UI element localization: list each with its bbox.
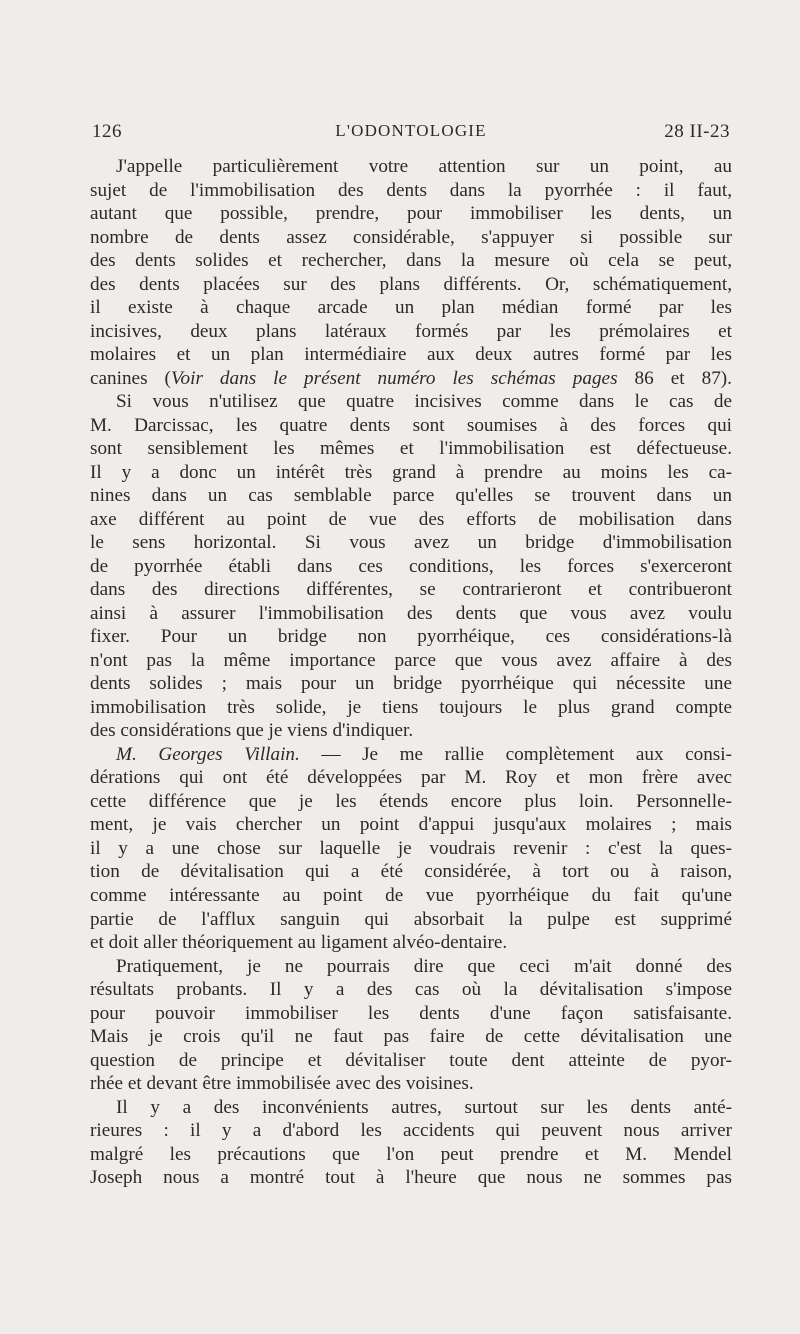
text-line: Joseph nous a montré tout à l'heure que nous ne sommes pas [90,1167,732,1189]
text-line: question de principe et dévitaliser toute dent atteinte de pyor- [90,1049,732,1071]
text-line: dents solides ; mais pour un bridge pyorrhéique qui nécessite une [90,673,732,695]
text-segment: 86 et 87). [617,367,732,389]
italic-reference: Voir dans le présent numéro les schémas pages [170,367,618,389]
text-line: axe différent au point de vue des efforts de mobilisation dans [90,508,732,530]
text-line: J'appelle particulièrement votre attention sur un point, au [116,156,732,177]
text-line: Il y a donc un intérêt très grand à prendre au moins les ca- [90,461,732,483]
text-line: immobilisation très solide, je tiens toujours le plus grand compte [90,696,732,718]
text-line: et doit aller théoriquement au ligament alvéo-dentaire. [90,932,508,954]
page-number: 126 [92,121,122,142]
text-line: M. Darcissac, les quatre dents sont soumises à des forces qui [90,414,732,436]
text-line: fixer. Pour un bridge non pyorrhéique, ces considérations-là [90,626,732,648]
text-line: Si vous n'utilisez que quatre incisives comme dans le cas de [116,391,732,413]
text-line: n'ont pas la même importance parce que vous avez affaire à des [90,649,732,671]
text-line: sujet de l'immobilisation des dents dans la pyorrhée : il faut, [90,179,732,201]
body-text [90,155,732,1190]
text-segment: canines ( [90,367,171,389]
text-line: dérations qui ont été développées par M. Roy et mon frère avec [90,767,732,789]
text-line: comme intéressante au point de vue pyorrhéique du fait qu'une [90,884,732,906]
text-line: résultats probants. Il y a des cas où la dévitalisation s'impose [90,979,732,1001]
text-line: rieures : il y a d'abord les accidents qui peuvent nous arriver [90,1120,732,1142]
text-line: autant que possible, prendre, pour immobiliser les dents, un [90,203,732,225]
text-line: molaires et un plan intermédiaire aux deux autres formé par les [90,344,732,366]
speaker-line [90,743,732,767]
text-line: malgré les précautions que l'on peut prendre et M. Mendel [90,1143,732,1165]
text-line-with-reference [90,367,732,391]
text-line: tion de dévitalisation qui a été considérée, à tort ou à raison, [90,861,732,883]
issue-date: 28 II-23 [664,121,730,142]
text-line: nines dans un cas semblable parce qu'elles se trouvent dans un [90,485,732,507]
text-line: des considérations que je viens d'indiquer. [90,720,414,742]
text-line: Mais je crois qu'il ne faut pas faire de cette dévitalisation une [90,1026,732,1048]
text-line: Pratiquement, je ne pourrais dire que ceci m'ait donné des [116,955,732,977]
text-line: cette différence que je les étends encore plus loin. Personnelle- [90,790,732,812]
text-line: rhée et devant être immobilisée avec des voisines. [90,1073,474,1095]
text-line: le sens horizontal. Si vous avez un bridge d'immobilisation [90,532,732,554]
text-line: sont sensiblement les mêmes et l'immobilisation est défectueuse. [90,438,732,460]
text-line: incisives, deux plans latéraux formés par les prémolaires et [90,320,732,342]
running-header [90,121,732,149]
text-line: pour pouvoir immobiliser les dents d'une façon satisfaisante. [90,1002,732,1024]
text-segment: — Je me rallie complètement aux consi- [299,743,732,765]
text-line: Il y a des inconvénients autres, surtout sur les dents anté- [116,1096,732,1118]
text-line: des dents placées sur des plans différents. Or, schématiquement, [90,273,732,295]
text-line: partie de l'afflux sanguin qui absorbait la pulpe est supprimé [90,908,732,930]
text-line: des dents solides et rechercher, dans la mesure où cela se peut, [90,250,732,272]
text-line: de pyorrhée établi dans ces conditions, les forces s'exerceront [90,555,732,577]
text-line: il y a une chose sur laquelle je voudrais revenir : c'est la ques- [90,837,732,859]
text-line: il existe à chaque arcade un plan médian formé par les [90,297,732,319]
text-line: ainsi à assurer l'immobilisation des dents que vous avez voulu [90,602,732,624]
text-line: nombre de dents assez considérable, s'appuyer si possible sur [90,226,732,248]
text-line: dans des directions différentes, se contrarieront et contribueront [90,579,732,601]
text-line: ment, je vais chercher un point d'appui jusqu'aux molaires ; mais [90,814,732,836]
speaker-name: M. Georges Villain. [116,743,300,765]
journal-title: L'ODONTOLOGIE [335,121,487,140]
